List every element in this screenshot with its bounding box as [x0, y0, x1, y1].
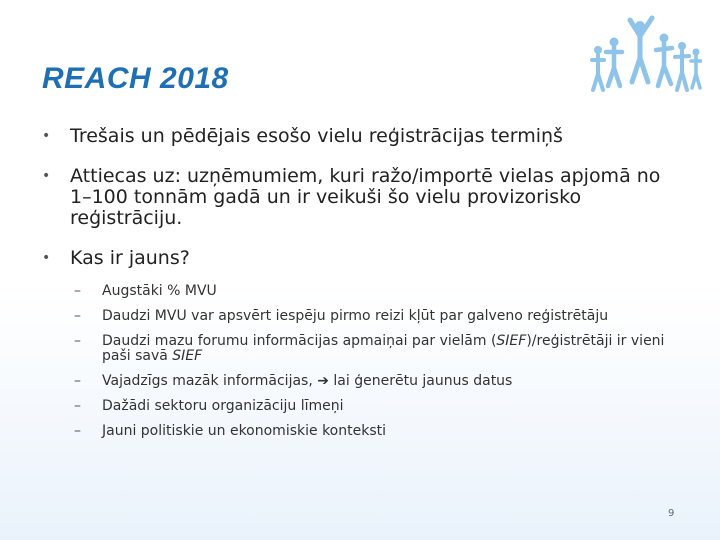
sub-bullet-text: Augstāki % MVU: [102, 283, 217, 299]
bullet-glyph: •: [42, 168, 51, 184]
arrow-right-icon: ➔: [317, 373, 329, 389]
bullet-text: Kas ir jauns?: [70, 247, 190, 269]
sub-bullet-item: [74, 334, 694, 364]
bullet-item: [42, 126, 682, 147]
bullet-item: [42, 166, 682, 229]
sub-bullet-item: [74, 374, 694, 389]
bullet-text: Trešais un pēdējais esošo vielu reģistrācijas termiņš: [70, 125, 563, 147]
sub-bullet-item: [74, 309, 694, 324]
page-number: 9: [668, 508, 675, 519]
bullet-text: Attiecas uz: uzņēmumiem, kuri ražo/importē vielas apjomā no 1–100 tonnām gadā un ir veikuši šo vielu provizorisko reģistrāciju.: [70, 165, 661, 229]
sub-bullet-text: [102, 333, 664, 364]
bullet-glyph: •: [42, 250, 51, 266]
dash-glyph: –: [74, 398, 81, 414]
text-segment: lai ģenerētu jaunus datus: [328, 373, 513, 389]
sief-term: SIEF: [496, 333, 527, 349]
text-segment: Daudzi mazu forumu informācijas apmaiņai par vielām (: [102, 333, 497, 349]
text-segment: )/reģistrētāji ir vieni paši savā: [102, 333, 665, 364]
sub-bullet-text: [102, 373, 512, 389]
dash-glyph: –: [74, 333, 81, 349]
runners-logo-icon: [586, 12, 702, 108]
sub-bullet-text: Jauni politiskie un ekonomiskie konteksti: [102, 423, 386, 439]
sub-bullet-item: [74, 399, 694, 414]
sub-bullet-text: Daudzi MVU var apsvērt iespēju pirmo reizi kļūt par galveno reģistrētāju: [102, 308, 609, 324]
sief-term: SIEF: [172, 348, 203, 364]
dash-glyph: –: [74, 423, 81, 439]
bullet-item: [42, 248, 682, 269]
dash-glyph: –: [74, 373, 81, 389]
sub-bullet-item: [74, 424, 694, 439]
sub-bullet-text: Dažādi sektoru organizāciju līmeņi: [102, 398, 344, 414]
dash-glyph: –: [74, 283, 81, 299]
slide-title: REACH 2018: [42, 62, 229, 95]
sub-bullet-item: [74, 284, 694, 299]
main-bullet-list: [42, 126, 682, 269]
dash-glyph: –: [74, 308, 81, 324]
bullet-glyph: •: [42, 128, 51, 144]
sub-bullet-list: [74, 284, 694, 449]
text-segment: Vajadzīgs mazāk informācijas,: [102, 373, 318, 389]
